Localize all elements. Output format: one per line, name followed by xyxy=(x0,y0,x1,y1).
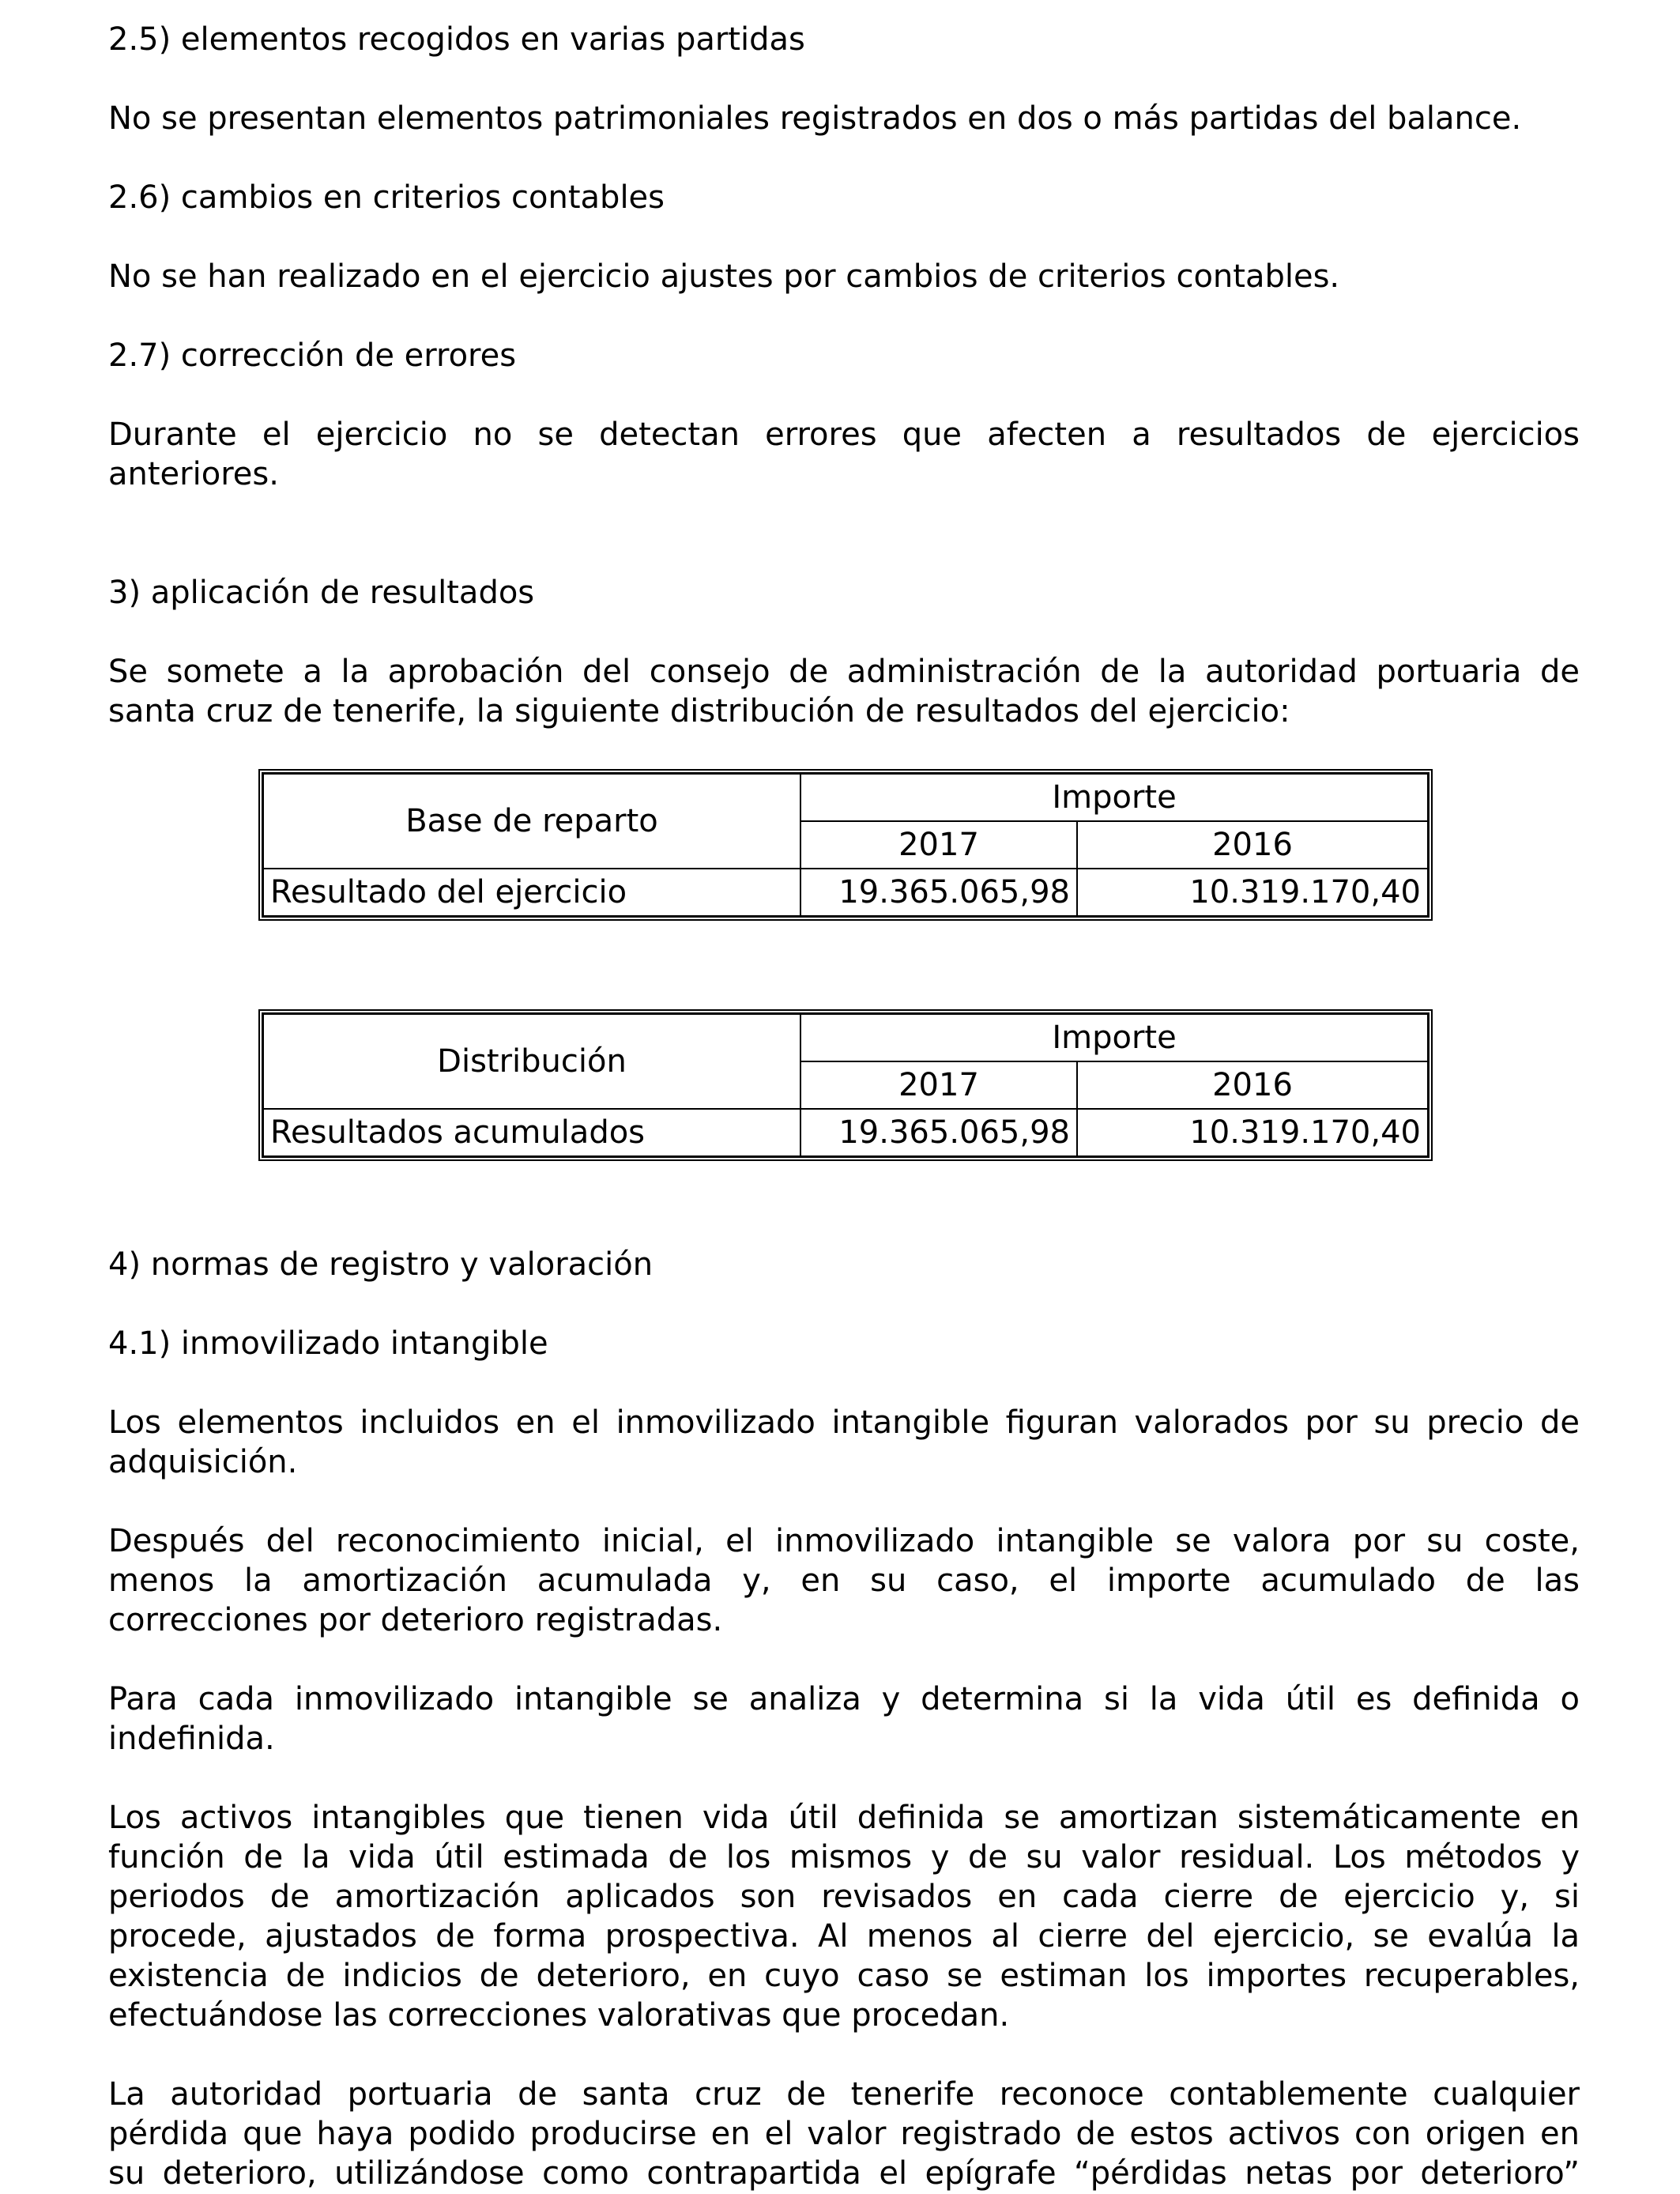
text-line: procede, ajustados de forma prospectiva. Al menos al cierre del ejercicio, se evalúa la xyxy=(108,1918,1580,1955)
acumulados-2017-value: 19.365.065,98 xyxy=(800,1109,1077,1156)
text-line: existencia de indicios de deterioro, en cuyo caso se estiman los importes recuperables, xyxy=(108,1958,1580,1994)
paragraph-3 xyxy=(108,652,1580,731)
text-line: efectuándose las correcciones valorativas que procedan. xyxy=(108,1997,1010,2034)
text-line: La autoridad portuaria de santa cruz de tenerife reconoce contablemente cualquier xyxy=(108,2076,1580,2113)
heading-2-7: 2.7) corrección de errores xyxy=(108,337,517,374)
year-2016-header: 2016 xyxy=(1077,821,1428,869)
text-line: Los elementos incluidos en el inmovilizado intangible figuran valorados por su precio de xyxy=(108,1404,1580,1441)
text-line: adquisición. xyxy=(108,1444,298,1480)
heading-4-1: 4.1) inmovilizado intangible xyxy=(108,1325,548,1362)
text-line: indefinida. xyxy=(108,1721,275,1757)
text-line: Se somete a la aprobación del consejo de administración de la autoridad portuaria de xyxy=(108,654,1580,690)
text-line: función de la vida útil estimada de los mismos y de su valor residual. Los métodos y xyxy=(108,1839,1580,1875)
paragraph-4-1-d xyxy=(108,1798,1580,2035)
year-2017-header: 2017 xyxy=(800,1061,1077,1109)
text-line: anteriores. xyxy=(108,456,279,492)
paragraph-4-1-c xyxy=(108,1679,1580,1759)
text-line: Después del reconocimiento inicial, el inmovilizado intangible se valora por su coste, xyxy=(108,1523,1580,1559)
heading-4: 4) normas de registro y valoración xyxy=(108,1246,654,1283)
base-reparto-header: Base de reparto xyxy=(263,774,800,869)
text-line: su deterioro, utilizándose como contrapartida el epígrafe “pérdidas netas por deterioro” xyxy=(108,2155,1580,2192)
year-2016-header: 2016 xyxy=(1077,1061,1428,1109)
text-line: correcciones por deterioro registradas. xyxy=(108,1602,723,1638)
paragraph-2-5: No se presentan elementos patrimoniales registrados en dos o más partidas del balance. xyxy=(108,100,1522,137)
resultado-ejercicio-label: Resultado del ejercicio xyxy=(263,869,800,916)
importe-header: Importe xyxy=(800,1014,1428,1061)
year-2017-header: 2017 xyxy=(800,821,1077,869)
paragraph-2-7 xyxy=(108,415,1580,494)
heading-3: 3) aplicación de resultados xyxy=(108,575,535,611)
text-line: Durante el ejercicio no se detectan errores que afecten a resultados de ejercicios xyxy=(108,417,1580,453)
paragraph-4-1-b xyxy=(108,1521,1580,1640)
text-line: pérdida que haya podido producirse en el valor registrado de estos activos con origen en xyxy=(108,2116,1580,2152)
text-line: Para cada inmovilizado intangible se analiza y determina si la vida útil es definida o xyxy=(108,1681,1580,1717)
acumulados-2016-value: 10.319.170,40 xyxy=(1077,1109,1428,1156)
text-line: santa cruz de tenerife, la siguiente distribución de resultados del ejercicio: xyxy=(108,693,1290,729)
base-reparto-table xyxy=(258,769,1433,921)
resultado-2016-value: 10.319.170,40 xyxy=(1077,869,1428,916)
importe-header: Importe xyxy=(800,774,1428,821)
paragraph-2-6: No se han realizado en el ejercicio ajustes por cambios de criterios contables. xyxy=(108,258,1340,295)
resultado-2017-value: 19.365.065,98 xyxy=(800,869,1077,916)
text-line: periodos de amortización aplicados son revisados en cada cierre de ejercicio y, si xyxy=(108,1879,1580,1915)
heading-2-6: 2.6) cambios en criterios contables xyxy=(108,179,665,216)
text-line: menos la amortización acumulada y, en su caso, el importe acumulado de las xyxy=(108,1563,1580,1599)
resultados-acumulados-label: Resultados acumulados xyxy=(263,1109,800,1156)
paragraph-4-1-e xyxy=(108,2075,1580,2193)
paragraph-4-1-a xyxy=(108,1403,1580,1482)
heading-2-5: 2.5) elementos recogidos en varias partidas xyxy=(108,21,805,58)
distribucion-table xyxy=(258,1009,1433,1161)
text-line: Los activos intangibles que tienen vida útil definida se amortizan sistemáticamente en xyxy=(108,1800,1580,1836)
distribucion-header: Distribución xyxy=(263,1014,800,1109)
